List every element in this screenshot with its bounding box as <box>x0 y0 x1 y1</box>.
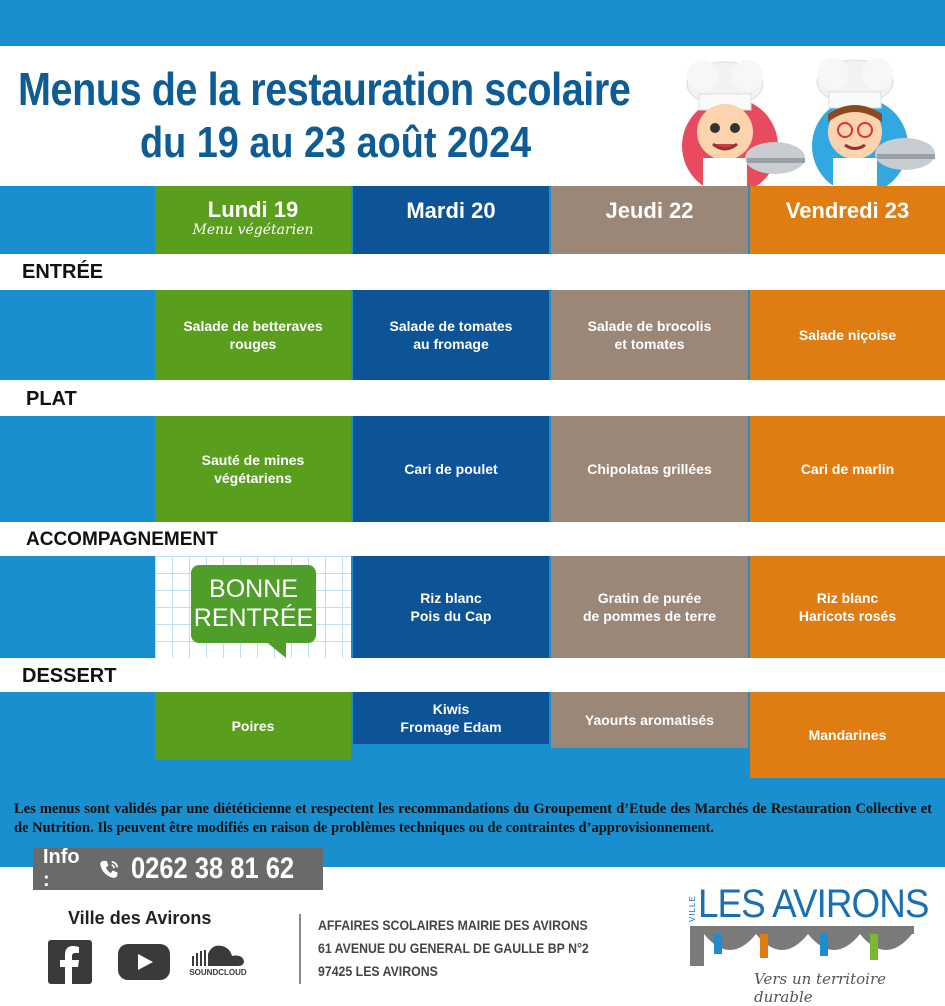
entree-vendredi: Salade niçoise <box>750 290 945 380</box>
plat-vendredi: Cari de marlin <box>750 416 945 522</box>
logo-bridge-image <box>690 926 914 966</box>
entree-jeudi: Salade de brocolis et tomates <box>551 290 748 380</box>
social-title: Ville des Avirons <box>68 908 212 928</box>
day-name: Mardi 20 <box>406 198 496 223</box>
entree-mardi: Salade de tomates au fromage <box>353 290 549 380</box>
day-header-jeudi <box>551 186 748 254</box>
facebook-icon[interactable] <box>48 940 92 984</box>
day-header-vendredi <box>750 186 945 254</box>
girl-chef-image <box>812 58 935 188</box>
accompagnement-vendredi: Riz blanc Haricots rosés <box>750 556 945 658</box>
day-subtitle: Menu végétarien <box>192 222 314 238</box>
page-title: Menus de la restauration scolaire <box>18 63 631 115</box>
page-subtitle: du 19 au 23 août 2024 <box>140 118 532 167</box>
chefs-illustration <box>655 46 945 188</box>
phone-icon <box>97 854 121 884</box>
dessert-vendredi: Mandarines <box>750 692 945 778</box>
entree-lundi: Salade de betteraves rouges <box>155 290 351 380</box>
section-label-entree: ENTRÉE <box>22 261 104 283</box>
day-header-mardi <box>353 186 549 254</box>
address-line: 61 AVENUE DU GENERAL DE GAULLE BP N°2 <box>318 940 589 956</box>
address-line: AFFAIRES SCOLAIRES MAIRIE DES AVIRONS <box>318 917 588 933</box>
youtube-icon[interactable] <box>118 944 170 980</box>
logo-ville-label: VILLE <box>688 895 697 922</box>
plat-lundi: Sauté de mines végétariens <box>155 416 351 522</box>
top-bar <box>0 0 945 46</box>
info-label: Info : <box>43 846 80 891</box>
plat-mardi: Cari de poulet <box>353 416 549 522</box>
bonne-rentree-line1: BONNE <box>209 575 298 603</box>
section-label-accompagnement: ACCOMPAGNEMENT <box>26 529 218 550</box>
address-block <box>318 914 589 983</box>
accompagnement-jeudi: Gratin de purée de pommes de terre <box>551 556 748 658</box>
plat-jeudi: Chipolatas grillées <box>551 416 748 522</box>
dessert-jeudi: Yaourts aromatisés <box>551 692 748 748</box>
disclaimer-note: Les menus sont validés par une diététicienne et respectent les recommandations du Groupement d’Etude des Marchés de Restauration Collective et de Nutrition. Ils peuvent être modifiés en raison de problèmes techniques ou de contraintes d’approvisionnement. <box>14 801 932 836</box>
day-header-lundi <box>155 186 351 254</box>
section-label-plat: PLAT <box>26 388 77 410</box>
bonne-rentree-bubble <box>191 565 316 643</box>
info-phone-number[interactable]: 0262 38 81 62 <box>131 852 295 885</box>
soundcloud-label: SOUNDCLOUD <box>189 968 247 977</box>
day-name: Jeudi 22 <box>605 198 694 223</box>
day-name: Vendredi 23 <box>785 198 910 223</box>
logo-text: LES AVIRONS <box>698 882 929 926</box>
soundcloud-icon[interactable] <box>186 942 250 968</box>
accompagnement-mardi: Riz blanc Pois du Cap <box>353 556 549 658</box>
boy-chef-image <box>682 60 805 188</box>
bonne-rentree-line2: RENTRÉE <box>193 604 314 632</box>
logo-slogan: Vers un territoire durable <box>754 970 887 1006</box>
footer-divider <box>299 914 301 984</box>
section-label-dessert: DESSERT <box>22 665 117 687</box>
address-line: 97425 LES AVIRONS <box>318 963 438 979</box>
info-phone-box[interactable] <box>33 848 323 890</box>
day-name: Lundi 19 <box>207 197 299 222</box>
dessert-lundi: Poires <box>155 692 351 760</box>
dessert-mardi: Kiwis Fromage Edam <box>353 692 549 744</box>
